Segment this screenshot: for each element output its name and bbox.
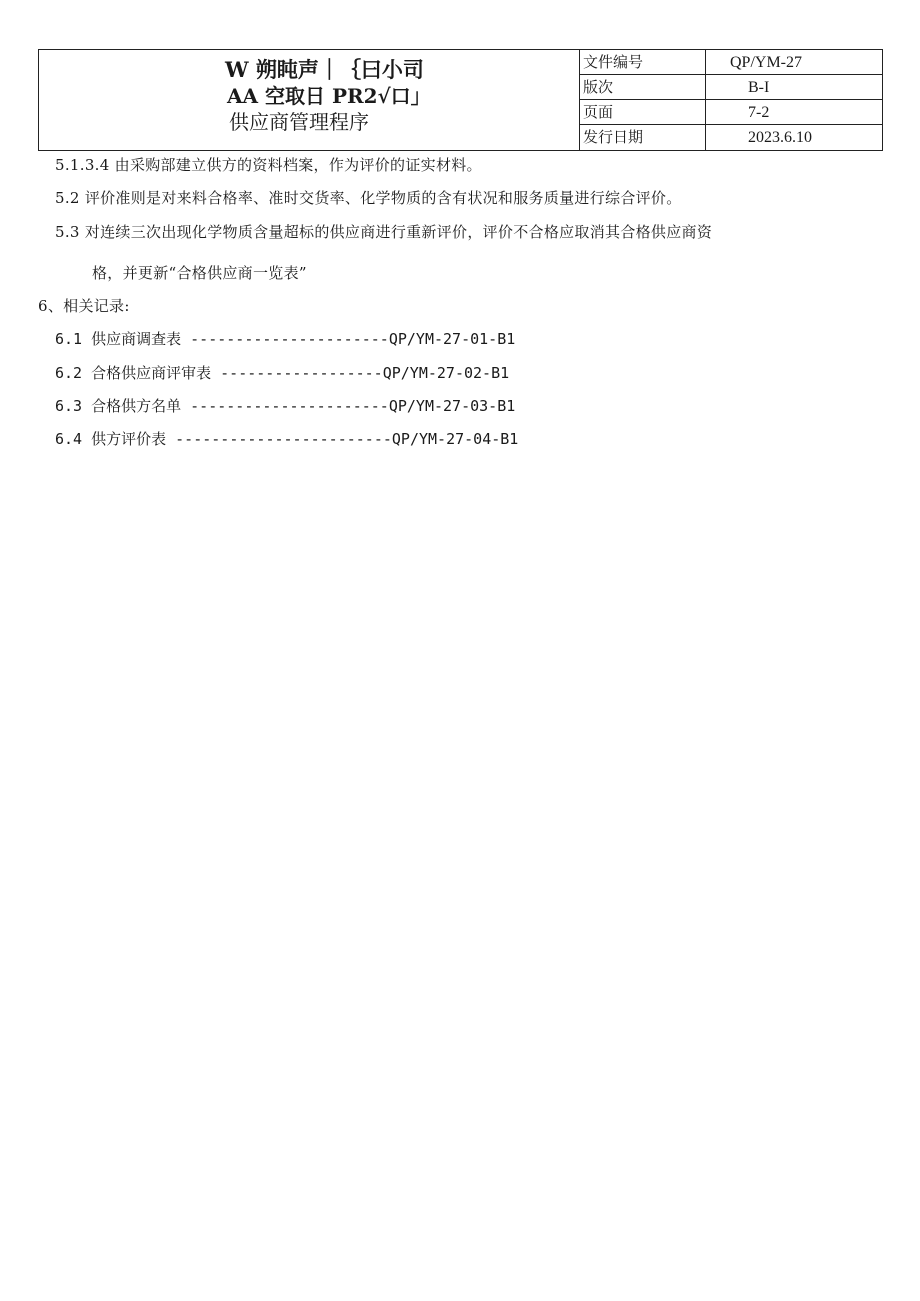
company-name-line2: AA 空取日 PR2√口」 <box>227 84 431 108</box>
paragraph-5-3-line1: 5.3 对连续三次出现化学物质含量超标的供应商进行重新评价，评价不合格应取消其合格供应商资 <box>55 223 713 241</box>
meta-value: QP/YM-27 <box>730 54 803 71</box>
document-header <box>38 49 883 151</box>
company-block <box>39 50 580 150</box>
meta-value: B-I <box>748 79 770 96</box>
meta-label: 页面 <box>580 100 706 124</box>
paragraph-5-2: 5.2 评价准则是对来料合格率、准时交货率、化学物质的含有状况和服务质量进行综合评价。 <box>55 189 682 207</box>
document-title: 供应商管理程序 <box>229 110 369 134</box>
meta-row-doc-number <box>580 50 882 75</box>
meta-label: 文件编号 <box>580 50 706 74</box>
meta-value: 7-2 <box>748 104 770 121</box>
meta-value: 2023.6.10 <box>748 129 812 146</box>
paragraph-5-3-line2: 格，并更新“合格供应商一览表” <box>92 264 307 282</box>
meta-row-page <box>580 100 882 125</box>
meta-label: 发行日期 <box>580 125 706 150</box>
meta-row-issue-date <box>580 125 882 150</box>
meta-row-version <box>580 75 882 100</box>
meta-label: 版次 <box>580 75 706 99</box>
paragraph-5-1-3-4: 5.1.3.4 由采购部建立供方的资料档案，作为评价的证实材料。 <box>55 156 482 174</box>
document-meta-table <box>580 50 882 150</box>
record-item: 6.3 合格供方名单 ----------------------QP/YM-27-03-B1 <box>55 397 516 415</box>
company-name-line1: W 朔盹声｜｛曰小司 <box>225 57 424 82</box>
record-item: 6.2 合格供应商评审表 ------------------QP/YM-27-02-B1 <box>55 364 510 382</box>
record-item: 6.1 供应商调查表 ----------------------QP/YM-27-01-B1 <box>55 330 516 348</box>
record-item: 6.4 供方评价表 ------------------------QP/YM-27-04-B1 <box>55 430 519 448</box>
section-6-heading: 6、相关记录: <box>38 297 130 315</box>
